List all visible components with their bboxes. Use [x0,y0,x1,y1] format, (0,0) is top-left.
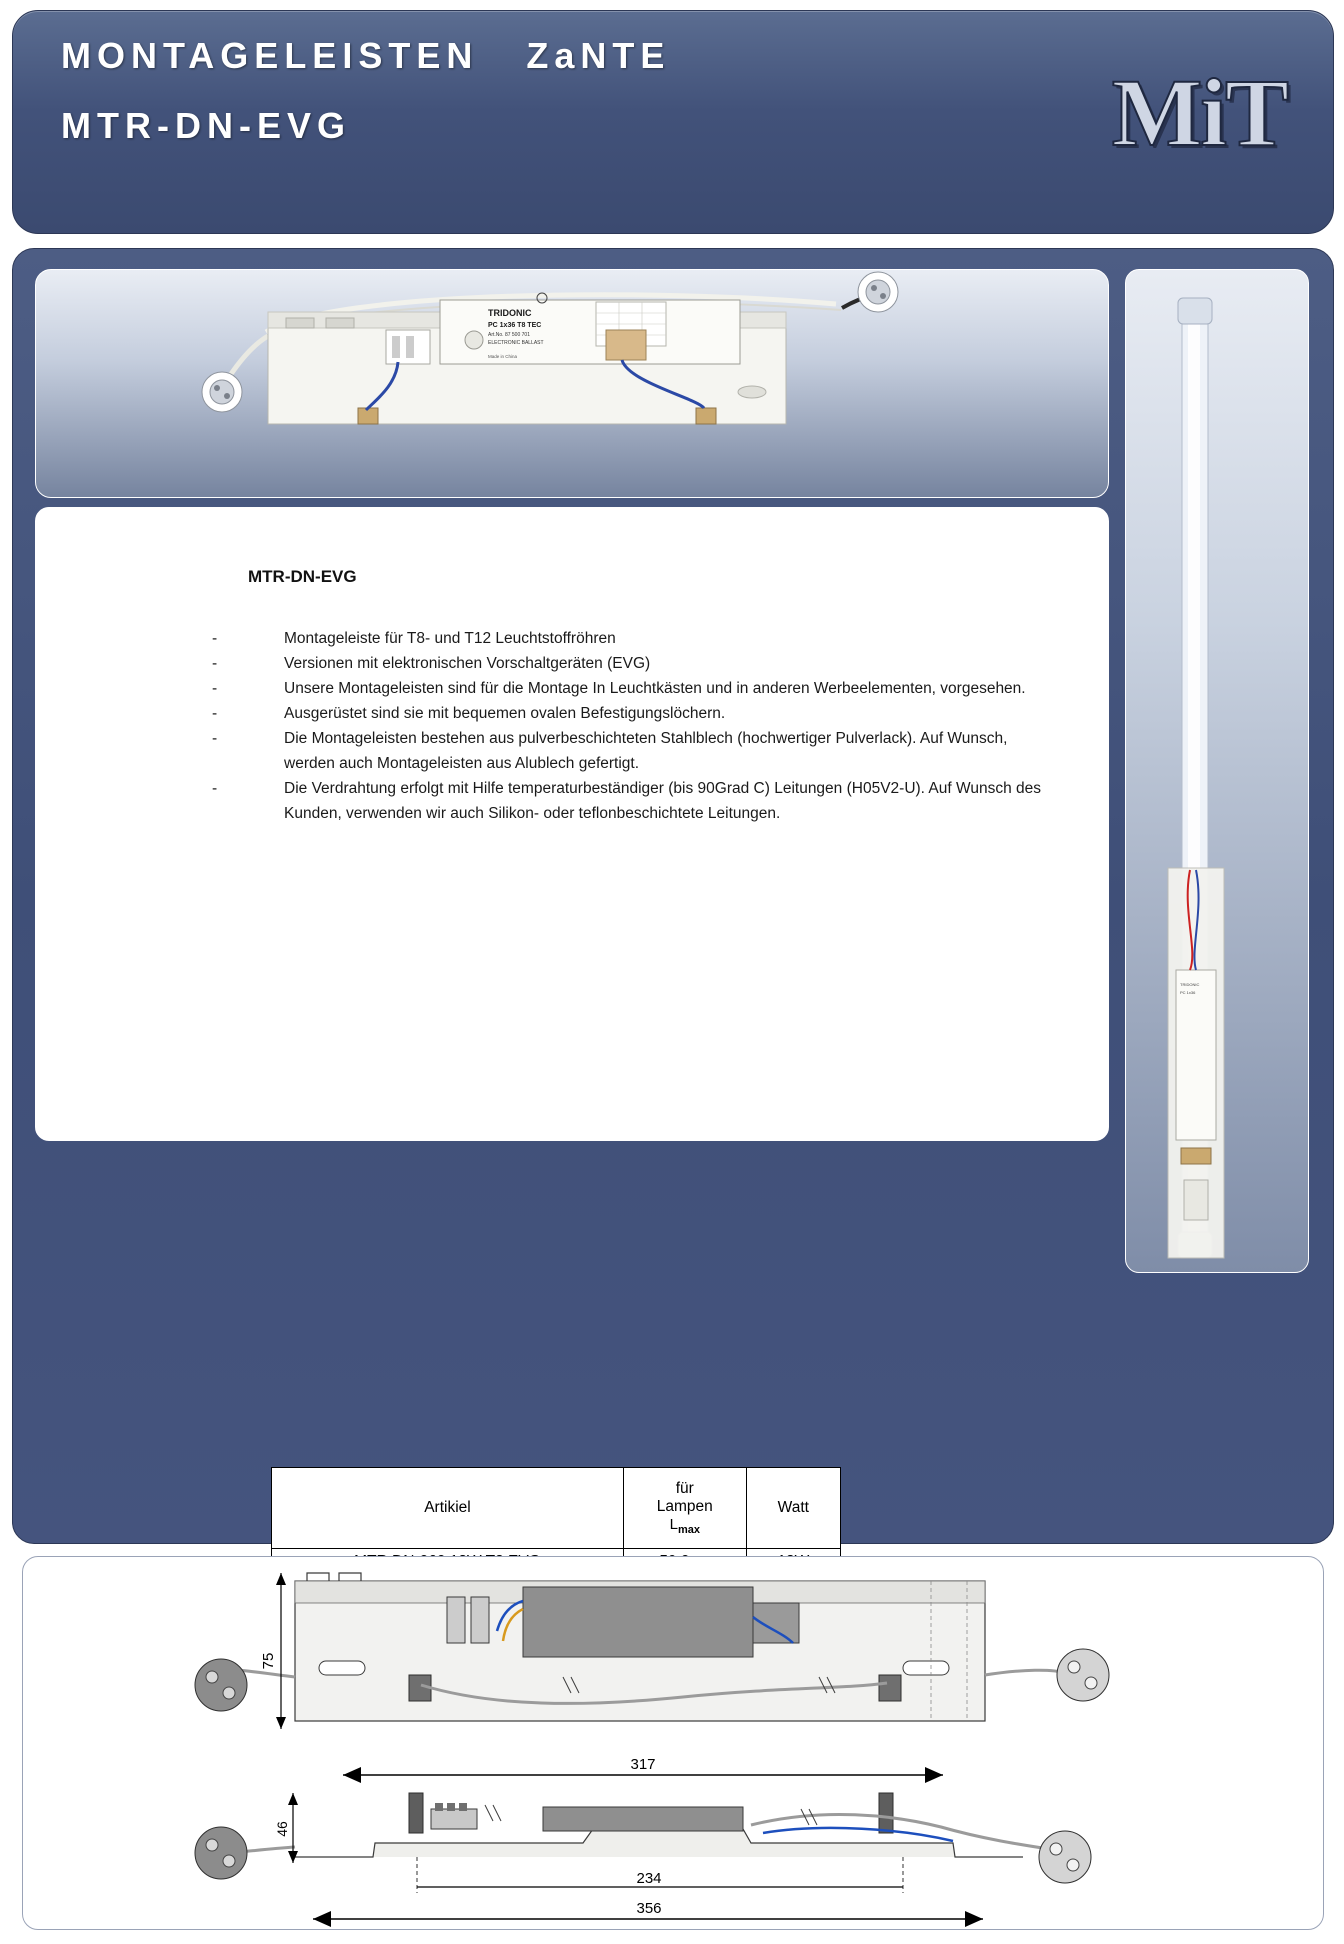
photo-side-graphic [1126,270,1308,1272]
feature-list [212,626,1052,826]
list-item [212,626,1052,651]
table-header-row [272,1468,841,1549]
list-item [212,651,1052,676]
svg-text:ELECTRONIC BALLAST: ELECTRONIC BALLAST [488,340,544,346]
svg-text:Art.No. 87 500 701: Art.No. 87 500 701 [488,332,530,338]
column-header-watt: Watt [746,1468,840,1549]
svg-text:PC 1x36 T8 TEC: PC 1x36 T8 TEC [488,322,542,329]
list-item [212,776,1052,826]
svg-text:TRIDONIC: TRIDONIC [1180,982,1200,987]
content-panel [12,248,1334,1544]
bullet-marker: - [212,655,218,672]
svg-text:PC 1x36: PC 1x36 [1180,990,1196,995]
list-item [212,726,1052,776]
list-item [212,701,1052,726]
dim-side-total: 356 [636,1900,662,1917]
bullet-marker: - [212,705,218,722]
dim-top-height: 75 [260,1652,277,1670]
list-item-text: Ausgerüstet sind sie mit bequemen ovalen Befestigungslöchern. [284,705,726,722]
dim-side-inner: 234 [636,1870,662,1887]
column-header-article: Artikiel [272,1468,624,1549]
svg-text:Made in China: Made in China [488,354,518,359]
list-item-text: Die Montageleisten bestehen aus pulverbeschichteten Stahlblech (hochwertiger Pulverlack). Auf Wunsch, werden auch Montageleisten aus Alublech gefertigt. [284,730,1008,772]
lamp-header-line1: für [675,1480,694,1497]
company-logo [1027,61,1287,171]
header-title-line-2: MTR-DN-EVG [61,105,351,146]
technical-drawing [23,1557,1323,1929]
product-photo-top [35,269,1109,498]
list-item-text: Die Verdrahtung erfolgt mit Hilfe temperaturbeständiger (bis 90Grad C) Leitungen (H05V2-U). Auf Wunsch des Kunden, verwenden wir auch Silikon- oder teflonbeschichtete Leitungen. [284,780,1042,822]
svg-text:TRIDONIC: TRIDONIC [488,308,532,318]
photo-top-graphic [36,270,1108,497]
logo-text: MiT [1111,59,1287,166]
drawing-top-view [195,1573,1109,1783]
page-header [12,10,1334,234]
list-item-text: Versionen mit elektronischen Vorschaltgeräten (EVG) [284,655,651,672]
product-name-heading: MTR-DN-EVG [248,567,357,586]
bullet-marker: - [212,680,218,697]
list-item-text: Unsere Montageleisten sind für die Montage In Leuchtkästen und in anderen Werbeelementen, vorgesehen. [284,680,1026,697]
lamp-header-line2: Lampen [656,1498,713,1515]
bullet-marker: - [212,630,218,647]
bullet-marker: - [212,730,218,747]
lamp-header-line3: $L_{max}$ [669,1516,700,1536]
list-item-text: Montageleiste für T8- und T12 Leuchtstoffröhren [284,630,616,647]
product-photo-side [1125,269,1309,1273]
list-item [212,676,1052,701]
technical-drawing-panel [22,1556,1324,1930]
dim-side-height: 46 [274,1821,290,1837]
dim-top-width: 317 [630,1756,656,1773]
bullet-marker: - [212,780,218,797]
header-title-line-1: MONTAGELEISTEN ZaNTE [61,35,671,76]
description-card [35,507,1109,1141]
drawing-side-view [195,1793,1091,1927]
column-header-lamp-length [623,1468,746,1549]
